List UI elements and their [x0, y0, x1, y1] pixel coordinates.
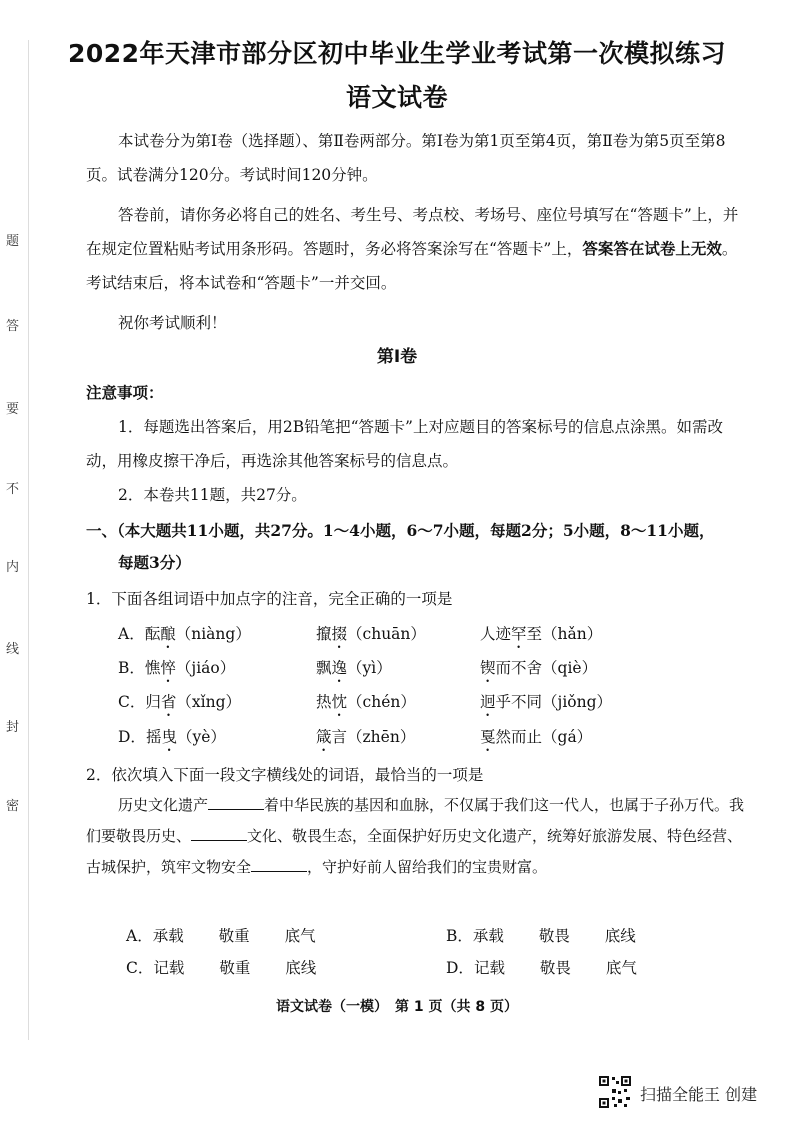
q1-option-b: B．憔悴（jiáo） [118, 659, 236, 677]
side-label: 答 [6, 319, 20, 334]
paper-subtitle: 语文试卷 [345, 83, 448, 112]
q1-option-d-word3: 戛然而止（gá） [480, 728, 593, 746]
scanner-watermark: 扫描全能王 创建 [640, 1085, 758, 1104]
q2-option-a: A．承载 敬重 底气 [126, 927, 316, 945]
q1-option-d: D．摇曳（yè） [118, 728, 226, 746]
q1-option-b-word3: 锲而不舍（qiè） [480, 659, 598, 677]
qr-code-icon [598, 1075, 632, 1109]
binding-line [28, 40, 29, 1040]
q2-option-b: B．承载 敬畏 底线 [446, 927, 636, 945]
intro-paragraph-3: 祝你考试顺利！ [118, 314, 227, 332]
side-label: 题 [6, 234, 20, 249]
notice-item-1: 1．每题选出答案后，用2B铅笔把“答题卡”上对应题目的答案标号的信息点涂黑。如需改动，用橡皮擦干净后，再选涂其他答案标号的信息点。 [86, 418, 723, 470]
notice-heading: 注意事项： [86, 383, 164, 402]
q2-option-d: D．记载 敬畏 底气 [446, 959, 637, 977]
fill-blank-1[interactable] [208, 793, 264, 810]
part-header-cont: 每题3分） [118, 553, 191, 572]
q1-option-c-word2: 热忱（chén） [316, 693, 416, 711]
fill-blank-3[interactable] [251, 855, 307, 872]
q1-option-c-word3: 迥乎不同（jiǒng） [480, 693, 613, 711]
fill-blank-2[interactable] [191, 824, 247, 841]
intro-paragraph-2: 答卷前，请你务必将自己的姓名、考生号、考点校、考场号、座位号填写在“答题卡”上，并在规定位置粘贴考试用条形码。答题时，务必将答案涂写在“答题卡”上，答案答在试卷上无效。考试结束后，将本试卷和“答题卡”一并交回。 [86, 206, 739, 292]
q2-option-c: C．记载 敬重 底线 [126, 959, 317, 977]
q1-option-a-word3: 人迹罕至（hǎn） [480, 625, 603, 643]
part-header: 一、（本大题共11小题，共27分。1～4小题，6～7小题，每题2分；5小题，8～11小题， [86, 521, 715, 540]
notice-item-2: 2．本卷共11题，共27分。 [118, 486, 307, 504]
q1-option-b-word2: 飘逸（yì） [316, 659, 392, 677]
question-1-stem: 1．下面各组词语中加点字的注音，完全正确的一项是 [86, 590, 453, 608]
side-label: 不 [6, 482, 20, 497]
intro-paragraph-1: 本试卷分为第Ⅰ卷（选择题）、第Ⅱ卷两部分。第Ⅰ卷为第1页至第4页，第Ⅱ卷为第5页至第8页。试卷满分120分。考试时间120分钟。 [86, 132, 726, 184]
side-label: 要 [6, 402, 20, 417]
q1-option-a: A．酝酿（niàng） [118, 625, 251, 643]
side-label: 密 [6, 799, 20, 814]
section-title: 第Ⅰ卷 [376, 347, 418, 367]
side-label: 线 [6, 642, 20, 657]
question-2-passage: 历史文化遗产 着中华民族的基因和血脉，不仅属于我们这一代人，也属于子孙万代。我们要敬畏历史、 文化、敬畏生态，全面保护好历史文化遗产，统筹好旅游发展、特色经营、古城保护，筑牢文物安全 ，守护好前人留给我们的宝贵财富。 [86, 790, 746, 883]
question-2-stem: 2．依次填入下面一段文字横线处的词语，最恰当的一项是 [86, 766, 484, 784]
q1-option-d-word2: 箴言（zhēn） [316, 728, 416, 746]
q1-option-a-word2: 攛掇（chuān） [316, 625, 426, 643]
q1-option-c: C．归省（xǐng） [118, 693, 242, 711]
side-label: 内 [6, 560, 20, 575]
exam-title: 2022年天津市部分区初中毕业生学业考试第一次模拟练习 [67, 39, 727, 68]
side-label: 封 [6, 720, 20, 735]
page-footer: 语文试卷（一模） 第 1 页（共 8 页） [276, 999, 518, 1015]
